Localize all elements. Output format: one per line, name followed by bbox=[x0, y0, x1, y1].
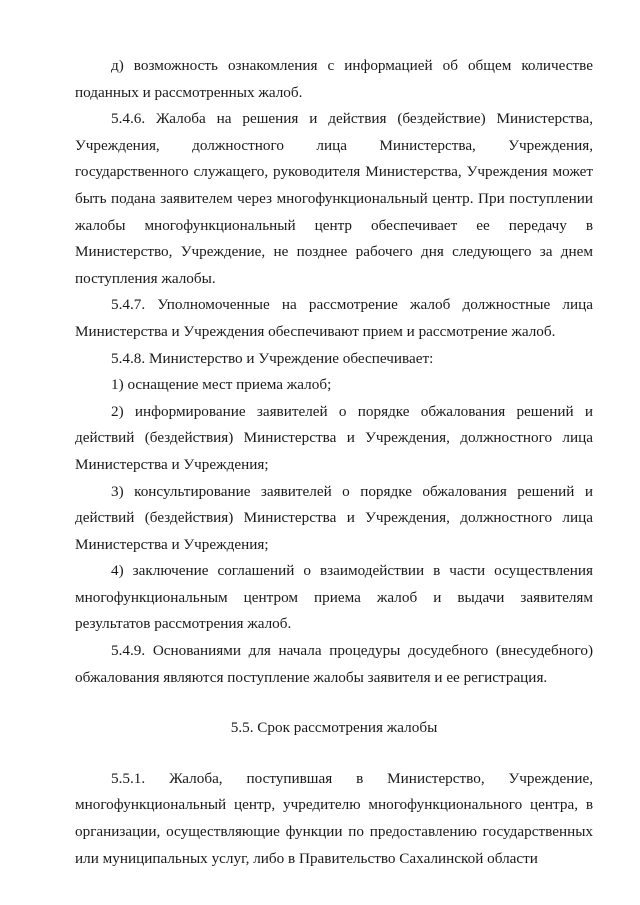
paragraph-5-4-7: 5.4.7. Уполномоченные на рассмотрение жалоб должностные лица Министерства и Учреждения обеспечивают прием и рассмотрение жалоб. bbox=[75, 296, 593, 340]
paragraph-5-5-1: 5.5.1. Жалоба, поступившая в Министерство, Учреждение, многофункциональный центр, учредителю многофункционального центра, в организации, осуществляющие функции по предоставлению государственных или муниципальных услуг, либо в Правительство Сахалинской области bbox=[75, 769, 593, 867]
paragraph-item-2: 2) информирование заявителей о порядке обжалования решений и действий (бездействия) Министерства и Учреждения, должностного лица Министерства и Учреждения; bbox=[75, 402, 593, 473]
paragraph-item-d: д) возможность ознакомления с информацией об общем количестве поданных и рассмотренных жалоб. bbox=[75, 57, 593, 101]
paragraph-5-4-6: 5.4.6. Жалоба на решения и действия (бездействие) Министерства, Учреждения, должностного лица Министерства, Учреждения, государственного служащего, руководителя Министерства, Учреждения может быть подана заявителем через многофункциональный центр. При поступлении жалобы многофункциональный центр обеспечивает ее передачу в Министерство, Учреждение, не позднее рабочего дня следующего за днем поступления жалобы. bbox=[75, 110, 593, 287]
paragraph-5-4-9: 5.4.9. Основаниями для начала процедуры досудебного (внесудебного) обжалования являются поступление жалобы заявителя и ее регистрация. bbox=[75, 642, 593, 686]
paragraph-5-4-8: 5.4.8. Министерство и Учреждение обеспечивает: bbox=[111, 349, 434, 367]
document-page bbox=[75, 53, 593, 872]
section-heading: 5.5. Срок рассмотрения жалобы bbox=[230, 719, 438, 737]
paragraph-item-1: 1) оснащение мест приема жалоб; bbox=[111, 376, 332, 394]
paragraph-item-3: 3) консультирование заявителей о порядке обжалования решений и действий (бездействия) Министерства и Учреждения, должностного лица Министерства и Учреждения; bbox=[75, 482, 593, 553]
paragraph-item-4: 4) заключение соглашений о взаимодействии в части осуществления многофункциональным центром приема жалоб и выдачи заявителям результатов рассмотрения жалоб. bbox=[75, 562, 593, 633]
